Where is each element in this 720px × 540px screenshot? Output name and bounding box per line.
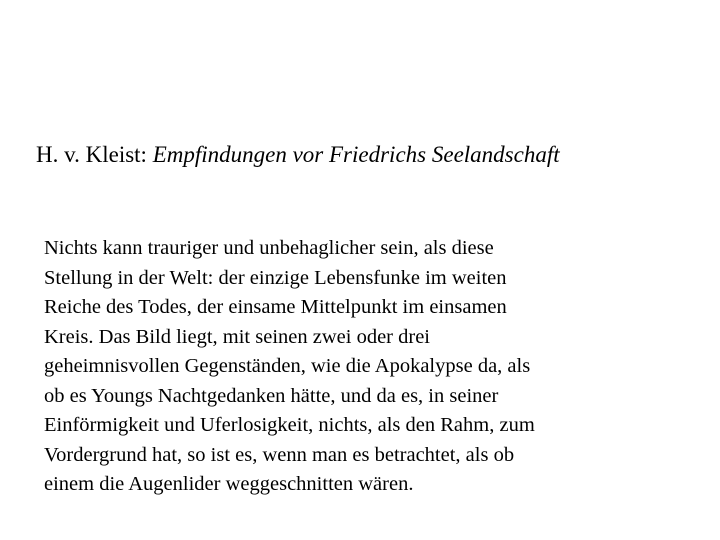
quote-line: Einförmigkeit und Uferlosigkeit, nichts, als den Rahm, zum <box>44 414 535 436</box>
quote-line: Reiche des Todes, der einsame Mittelpunkt im einsamen <box>44 296 507 318</box>
quote-line: Kreis. Das Bild liegt, mit seinen zwei oder drei <box>44 325 430 348</box>
quote-line: Vordergrund hat, so ist es, wenn man es betrachtet, als ob <box>44 443 515 466</box>
quote-line: einem die Augenlider weggeschnitten wären. <box>44 473 414 495</box>
title-work: Empfindungen vor Friedrichs Seelandschaft <box>152 142 560 167</box>
title-author: H. v. Kleist: <box>36 142 147 167</box>
slide-title <box>36 140 560 170</box>
quote-line: Nichts kann trauriger und unbehaglicher sein, als diese <box>44 237 494 259</box>
quote-line: ob es Youngs Nachtgedanken hätte, und da es, in seiner <box>44 384 499 407</box>
quote-line: geheimnisvollen Gegenständen, wie die Apokalypse da, als <box>44 355 531 377</box>
quote-line: Stellung in der Welt: der einzige Lebensfunke im weiten <box>44 266 507 289</box>
quote-text <box>44 234 664 500</box>
